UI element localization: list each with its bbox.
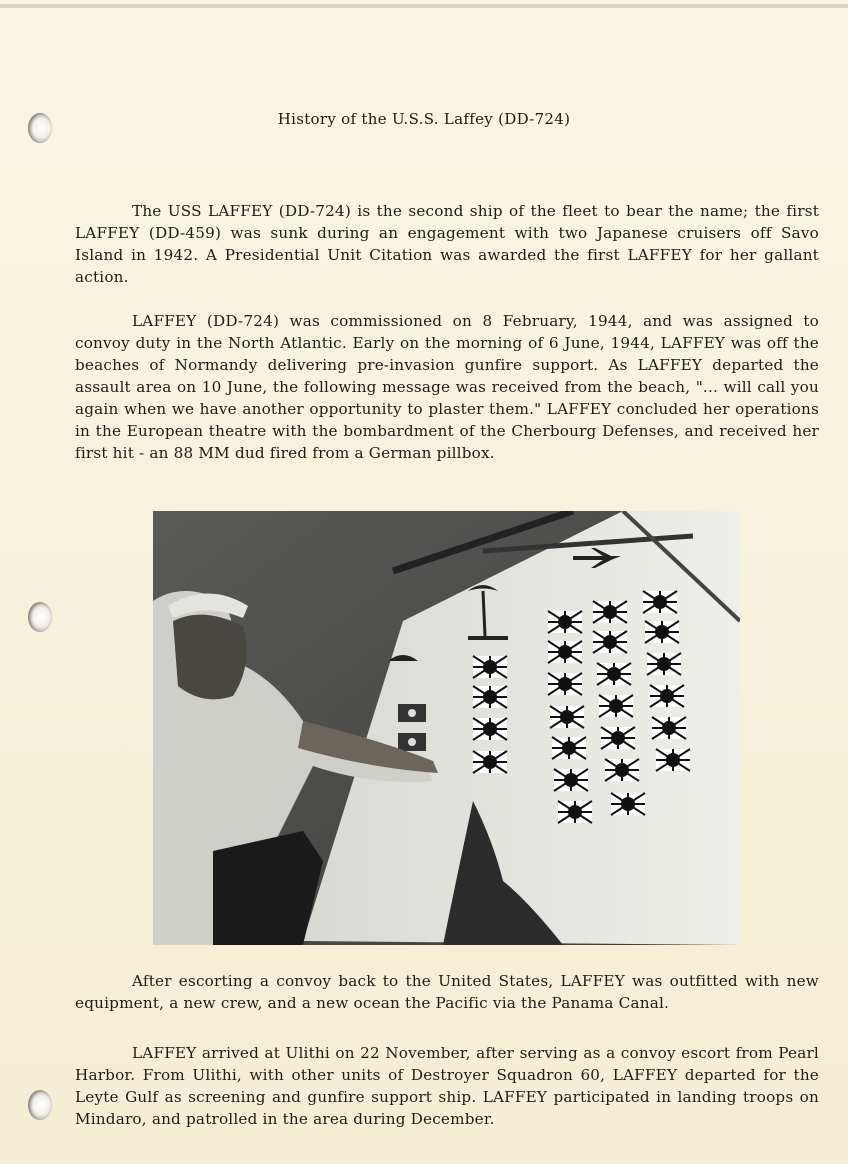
- historical-photograph: [153, 511, 740, 945]
- page-top-edge: [0, 4, 848, 8]
- paragraph-ulithi-leyte: LAFFEY arrived at Ulithi on 22 November, after serving as a convoy escort from Pearl Harbor. From Ulithi, with other units of Destroyer Squadron 60, LAFFEY departed for the Leyte Gulf as screening and gunfire support ship. LAFFEY participated in landing troops on Mindaro, and patrolled in the area during December.: [75, 1044, 819, 1128]
- paragraph-pacific-transfer: After escorting a convoy back to the United States, LAFFEY was outfitted with new equipment, a new crew, and a new ocean the Pacific via the Panama Canal.: [75, 972, 819, 1012]
- paragraph-first-laffey: The USS LAFFEY (DD-724) is the second ship of the fleet to bear the name; the first LAFFEY (DD-459) was sunk during an engagement with two Japanese cruisers off Savo Island in 1942. A Presidential Unit Citation was awarded the first LAFFEY for her gallant action.: [75, 202, 819, 286]
- photograph-sailor-painting-kill-flags-icon: [153, 511, 740, 945]
- document-title: History of the U.S.S. Laffey (DD-724): [277, 110, 571, 128]
- binder-hole-middle-icon: [28, 602, 52, 632]
- paragraph-commissioning-normandy: LAFFEY (DD-724) was commissioned on 8 February, 1944, and was assigned to convoy duty in the North Atlantic. Early on the morning of 6 June, 1944, LAFFEY was off the beaches of Normandy delivering pre-invasion gunfire support. As LAFFEY departed the assault area on 10 June, the following message was received from the beach, "... will call you again when we have another opportunity to plaster them." LAFFEY concluded her operations in the European theatre with the bombardment of the Cherbourg Defenses, and received her first hit - an 88 MM dud fired from a German pillbox.: [75, 312, 819, 462]
- binder-hole-bottom-icon: [28, 1090, 52, 1120]
